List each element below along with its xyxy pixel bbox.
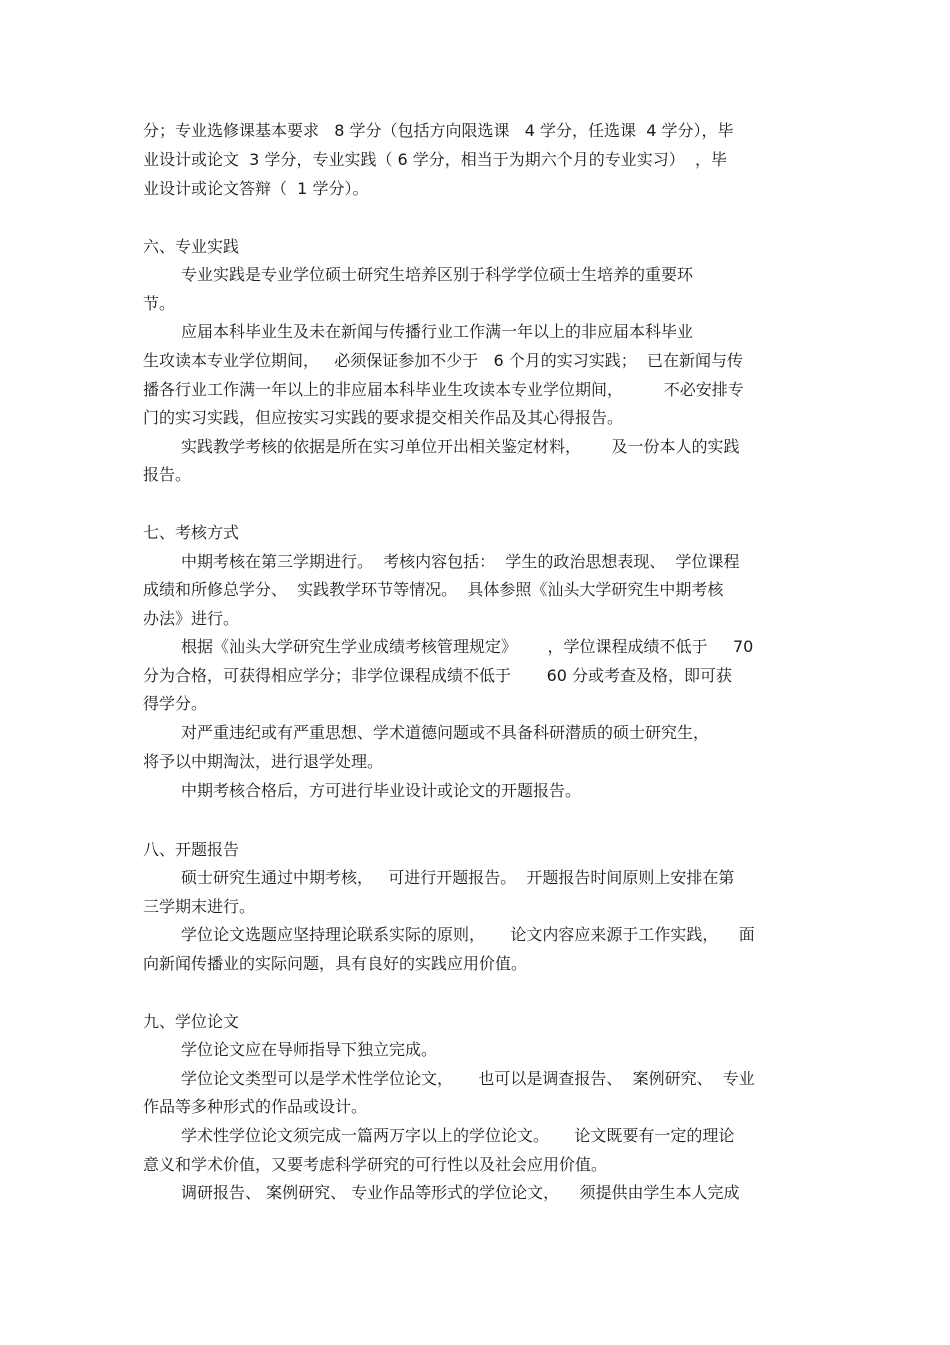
text-line: 硕士研究生通过中期考核， 可进行开题报告。 开题报告时间原则上安排在第	[181, 868, 735, 887]
text-line: 调研报告、 案例研究、 专业作品等形式的学位论文， 须提供由学生本人完成	[181, 1183, 740, 1202]
text-line: 业设计或论文答辩（ 1 学分）。	[143, 179, 369, 198]
text-line: 报告。	[143, 465, 192, 484]
text-line: 应届本科毕业生及未在新闻与传播行业工作满一年以上的非应届本科毕业	[181, 322, 694, 341]
text-line: 学术性学位论文须完成一篇两万字以上的学位论文。 论文既要有一定的理论	[181, 1126, 735, 1145]
text-line: 中期考核合格后，方可进行毕业设计或论文的开题报告。	[181, 781, 582, 800]
text-line: 专业实践是专业学位硕士研究生培养区别于科学学位硕士生培养的重要环	[181, 265, 694, 284]
text-line: 根据《汕头大学研究生学业成绩考核管理规定》 ，学位课程成绩不低于 70	[181, 637, 754, 656]
text-line: 将予以中期淘汰，进行退学处理。	[143, 752, 384, 771]
text-line: 实践教学考核的依据是所在实习单位开出相关鉴定材料， 及一份本人的实践	[181, 437, 740, 456]
text-line: 业设计或论文 3 学分，专业实践（ 6 学分，相当于为期六个月的专业实习） ，毕	[143, 150, 727, 169]
text-line: 学位论文应在导师指导下独立完成。	[181, 1040, 438, 1059]
text-line: 学位论文选题应坚持理论联系实际的原则， 论文内容应来源于工作实践， 面	[181, 925, 755, 944]
text-line: 办法》进行。	[143, 609, 240, 628]
text-line: 学位论文类型可以是学术性学位论文， 也可以是调查报告、 案例研究、 专业	[181, 1069, 755, 1088]
text-line: 成绩和所修总学分、 实践教学环节等情况。 具体参照《汕头大学研究生中期考核	[143, 580, 724, 599]
section-heading-9: 九、学位论文	[143, 1012, 240, 1031]
text-line: 意义和学术价值，又要考虑科学研究的可行性以及社会应用价值。	[143, 1155, 608, 1174]
section-heading-8: 八、开题报告	[143, 840, 240, 859]
text-line: 分；专业选修课基本要求 8 学分（包括方向限选课 4 学分，任选课 4 学分），毕	[143, 121, 734, 140]
section-heading-6: 六、专业实践	[143, 237, 240, 256]
text-line: 三学期末进行。	[143, 897, 256, 916]
text-line: 播各行业工作满一年以上的非应届本科毕业生攻读本专业学位期间， 不必安排专	[143, 380, 744, 399]
text-line: 生攻读本专业学位期间， 必须保证参加不少于 6 个月的实习实践； 已在新闻与传	[143, 351, 743, 370]
text-line: 分为合格，可获得相应学分；非学位课程成绩不低于 60 分或考查及格，即可获	[143, 666, 733, 685]
text-line: 作品等多种形式的作品或设计。	[143, 1097, 368, 1116]
text-line: 向新闻传播业的实际问题，具有良好的实践应用价值。	[143, 954, 528, 973]
section-heading-7: 七、考核方式	[143, 523, 240, 542]
text-line: 得学分。	[143, 694, 208, 713]
text-line: 门的实习实践，但应按实习实践的要求提交相关作品及其心得报告。	[143, 408, 624, 427]
text-line: 中期考核在第三学期进行。 考核内容包括： 学生的政治思想表现、 学位课程	[181, 552, 740, 571]
text-line: 对严重违纪或有严重思想、学术道德问题或不具备科研潜质的硕士研究生，	[181, 723, 710, 742]
text-line: 节。	[143, 294, 176, 313]
